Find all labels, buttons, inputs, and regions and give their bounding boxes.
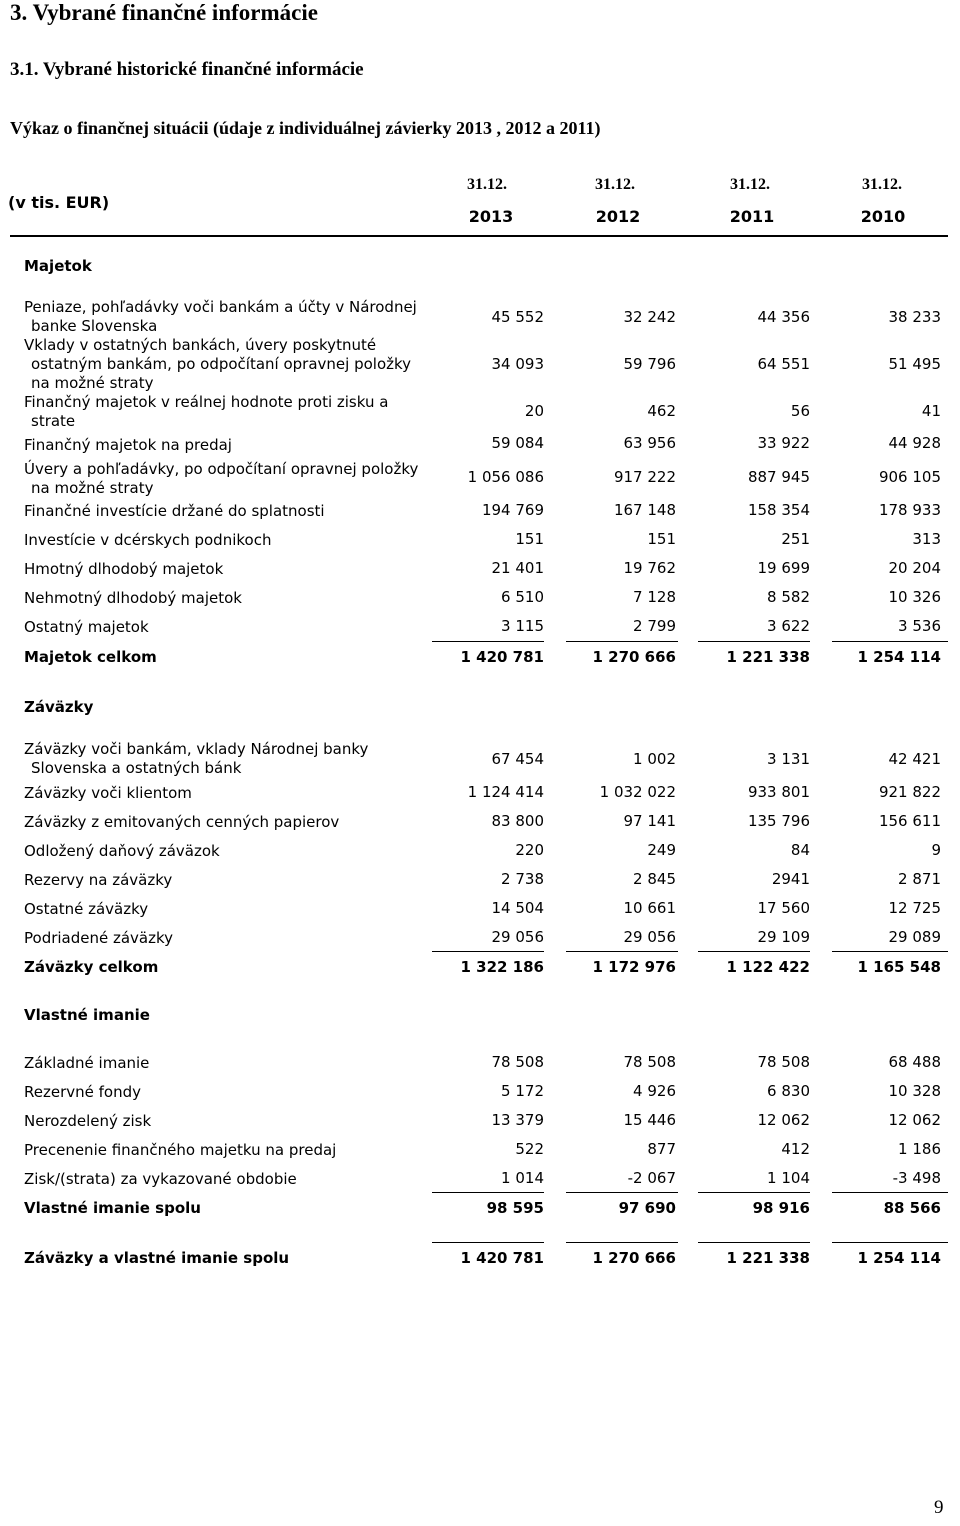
assets-total-row-label: Majetok celkom bbox=[24, 648, 157, 666]
liability-row-value-2013: 220 bbox=[515, 841, 544, 859]
asset-row-label bbox=[24, 560, 434, 579]
asset-row-value-2013: 6 510 bbox=[501, 588, 544, 606]
asset-row-value-2010: 3 536 bbox=[898, 617, 941, 635]
liability-row-value-2013: 1 124 414 bbox=[467, 783, 544, 801]
liability-row-value-2012: 29 056 bbox=[623, 928, 676, 946]
liability-row-value-2012: 10 661 bbox=[623, 899, 676, 917]
liabilities-total-row-value-2010: 1 165 548 bbox=[857, 958, 941, 976]
asset-row-value-2013: 34 093 bbox=[491, 355, 544, 373]
liability-row-value-2012: 1 032 022 bbox=[599, 783, 676, 801]
liability-row-label bbox=[24, 929, 434, 948]
asset-row-label-line: ostatným bankám, po odpočítaní opravnej položky bbox=[31, 355, 412, 373]
total-rule bbox=[566, 641, 678, 642]
liability-row-value-2013: 14 504 bbox=[491, 899, 544, 917]
grand-total-row-value-2012: 1 270 666 bbox=[592, 1249, 676, 1267]
asset-row-value-2011: 44 356 bbox=[757, 308, 810, 326]
asset-row-label-line: Nehmotný dlhodobý majetok bbox=[24, 589, 242, 607]
asset-row-value-2013: 45 552 bbox=[491, 308, 544, 326]
asset-row-value-2012: 19 762 bbox=[623, 559, 676, 577]
liability-row-value-2011: 933 801 bbox=[747, 783, 810, 801]
liability-row-value-2010: 2 871 bbox=[898, 870, 941, 888]
equity-total-row-value-2012: 97 690 bbox=[618, 1199, 676, 1217]
equity-row-value-2010: 10 328 bbox=[888, 1082, 941, 1100]
equity-row-label-line: Rezervné fondy bbox=[24, 1083, 141, 1101]
liability-row-label-line: Slovenska a ostatných bánk bbox=[31, 759, 242, 777]
total-rule bbox=[432, 641, 544, 642]
column-date-2010: 31.12. bbox=[862, 176, 902, 193]
liability-row-label-line: Ostatné záväzky bbox=[24, 900, 149, 918]
asset-row-value-2011: 251 bbox=[781, 530, 810, 548]
asset-row-label-line: Investície v dcérskych podnikoch bbox=[24, 531, 272, 549]
asset-row-label bbox=[24, 618, 434, 637]
liability-row-value-2013: 83 800 bbox=[491, 812, 544, 830]
equity-row-label-line: Základné imanie bbox=[24, 1054, 150, 1072]
column-year-2012: 2012 bbox=[595, 207, 641, 226]
equity-row-value-2010: 12 062 bbox=[888, 1111, 941, 1129]
equity-row-label-line: Precenenie finančného majetku na predaj bbox=[24, 1141, 337, 1159]
equity-total-row-value-2010: 88 566 bbox=[883, 1199, 941, 1217]
liabilities-total-row-value-2013: 1 322 186 bbox=[460, 958, 544, 976]
column-date-2013: 31.12. bbox=[467, 176, 507, 193]
liability-row-label-line: Záväzky voči klientom bbox=[24, 784, 192, 802]
column-year-2010: 2010 bbox=[860, 207, 906, 226]
asset-row-value-2010: 44 928 bbox=[888, 434, 941, 452]
total-rule bbox=[832, 1192, 948, 1193]
asset-row-label-line: strate bbox=[31, 412, 76, 430]
asset-row-value-2013: 151 bbox=[515, 530, 544, 548]
liability-row-label bbox=[24, 784, 434, 803]
unit-label: (v tis. EUR) bbox=[8, 193, 110, 212]
liability-row-label bbox=[24, 871, 434, 890]
asset-row-value-2011: 56 bbox=[790, 402, 810, 420]
total-rule bbox=[698, 1242, 810, 1243]
asset-row-label bbox=[24, 336, 434, 393]
statement-title: Výkaz o finančnej situácii (údaje z individuálnej závierky 2013 , 2012 a 2011) bbox=[10, 118, 601, 138]
equity-row-value-2010: 1 186 bbox=[898, 1140, 941, 1158]
column-date-2012: 31.12. bbox=[595, 176, 635, 193]
asset-row-value-2013: 20 bbox=[524, 402, 544, 420]
asset-row-value-2012: 7 128 bbox=[633, 588, 676, 606]
liabilities-total-row-value-2012: 1 172 976 bbox=[592, 958, 676, 976]
grand-total-row-value-2013: 1 420 781 bbox=[460, 1249, 544, 1267]
asset-row-label-line: na možné straty bbox=[31, 479, 154, 497]
grand-total-row-value-2010: 1 254 114 bbox=[857, 1249, 941, 1267]
assets-total-row-value-2010: 1 254 114 bbox=[857, 648, 941, 666]
equity-row-value-2013: 5 172 bbox=[501, 1082, 544, 1100]
equity-row-value-2012: -2 067 bbox=[627, 1169, 676, 1187]
equity-row-value-2012: 78 508 bbox=[623, 1053, 676, 1071]
equity-row-value-2012: 15 446 bbox=[623, 1111, 676, 1129]
liability-row-value-2012: 1 002 bbox=[633, 750, 676, 768]
equity-row-label bbox=[24, 1170, 434, 1189]
asset-row-label-line: Ostatný majetok bbox=[24, 618, 149, 636]
equity-row-value-2011: 12 062 bbox=[757, 1111, 810, 1129]
asset-row-value-2013: 21 401 bbox=[491, 559, 544, 577]
asset-row-value-2013: 1 056 086 bbox=[467, 468, 544, 486]
liability-row-label-line: Záväzky voči bankám, vklady Národnej banky bbox=[24, 740, 369, 758]
asset-row-value-2011: 3 622 bbox=[767, 617, 810, 635]
header-divider bbox=[10, 235, 948, 237]
asset-row-label-line: Úvery a pohľadávky, po odpočítaní opravnej položky bbox=[24, 460, 419, 478]
section-heading-equity: Vlastné imanie bbox=[24, 1006, 150, 1024]
total-rule bbox=[698, 1192, 810, 1193]
asset-row-value-2010: 313 bbox=[912, 530, 941, 548]
liability-row-value-2012: 249 bbox=[647, 841, 676, 859]
liability-row-value-2012: 97 141 bbox=[623, 812, 676, 830]
equity-row-value-2011: 78 508 bbox=[757, 1053, 810, 1071]
equity-total-row-value-2011: 98 916 bbox=[752, 1199, 810, 1217]
asset-row-value-2010: 38 233 bbox=[888, 308, 941, 326]
assets-total-row-value-2012: 1 270 666 bbox=[592, 648, 676, 666]
total-rule bbox=[698, 951, 810, 952]
asset-row-value-2011: 8 582 bbox=[767, 588, 810, 606]
equity-total-row-label: Vlastné imanie spolu bbox=[24, 1199, 201, 1217]
total-rule bbox=[566, 951, 678, 952]
liability-row-value-2012: 2 845 bbox=[633, 870, 676, 888]
equity-row-value-2010: -3 498 bbox=[892, 1169, 941, 1187]
asset-row-label-line: Finančné investície držané do splatnosti bbox=[24, 502, 325, 520]
liability-row-value-2011: 17 560 bbox=[757, 899, 810, 917]
asset-row-value-2010: 41 bbox=[921, 402, 941, 420]
equity-row-value-2013: 78 508 bbox=[491, 1053, 544, 1071]
asset-row-value-2010: 178 933 bbox=[878, 501, 941, 519]
liability-row-label bbox=[24, 842, 434, 861]
equity-row-label-line: Nerozdelený zisk bbox=[24, 1112, 152, 1130]
liabilities-total-row-label: Záväzky celkom bbox=[24, 958, 159, 976]
page-number: 9 bbox=[934, 1497, 944, 1518]
equity-row-value-2011: 1 104 bbox=[767, 1169, 810, 1187]
asset-row-value-2012: 63 956 bbox=[623, 434, 676, 452]
asset-row-value-2013: 3 115 bbox=[501, 617, 544, 635]
asset-row-value-2011: 33 922 bbox=[757, 434, 810, 452]
equity-row-value-2011: 412 bbox=[781, 1140, 810, 1158]
total-rule bbox=[432, 951, 544, 952]
asset-row-value-2011: 887 945 bbox=[747, 468, 810, 486]
equity-row-value-2012: 4 926 bbox=[633, 1082, 676, 1100]
asset-row-value-2012: 167 148 bbox=[613, 501, 676, 519]
chapter-title: 3. Vybrané finančné informácie bbox=[10, 0, 318, 25]
liabilities-total-row-value-2011: 1 122 422 bbox=[726, 958, 810, 976]
asset-row-value-2011: 19 699 bbox=[757, 559, 810, 577]
liability-row-value-2011: 135 796 bbox=[747, 812, 810, 830]
asset-row-label bbox=[24, 531, 434, 550]
asset-row-label bbox=[24, 298, 434, 336]
asset-row-label-line: Finančný majetok na predaj bbox=[24, 436, 232, 454]
asset-row-label bbox=[24, 436, 434, 455]
asset-row-value-2010: 51 495 bbox=[888, 355, 941, 373]
liability-row-value-2010: 921 822 bbox=[878, 783, 941, 801]
equity-row-value-2011: 6 830 bbox=[767, 1082, 810, 1100]
liability-row-label bbox=[24, 900, 434, 919]
total-rule bbox=[566, 1242, 678, 1243]
equity-row-value-2010: 68 488 bbox=[888, 1053, 941, 1071]
asset-row-value-2010: 906 105 bbox=[878, 468, 941, 486]
asset-row-label-line: Hmotný dlhodobý majetok bbox=[24, 560, 224, 578]
asset-row-label-line: Vklady v ostatných bankách, úvery poskytnuté bbox=[24, 336, 377, 354]
equity-row-label bbox=[24, 1054, 434, 1073]
liability-row-value-2010: 156 611 bbox=[878, 812, 941, 830]
asset-row-value-2013: 59 084 bbox=[491, 434, 544, 452]
asset-row-value-2013: 194 769 bbox=[481, 501, 544, 519]
asset-row-value-2010: 20 204 bbox=[888, 559, 941, 577]
column-year-2013: 2013 bbox=[468, 207, 514, 226]
equity-row-label bbox=[24, 1083, 434, 1102]
liability-row-value-2013: 2 738 bbox=[501, 870, 544, 888]
liability-row-value-2013: 67 454 bbox=[491, 750, 544, 768]
grand-total-row-label: Záväzky a vlastné imanie spolu bbox=[24, 1249, 290, 1267]
asset-row-label bbox=[24, 589, 434, 608]
asset-row-label-line: Peniaze, pohľadávky voči bankám a účty v Národnej bbox=[24, 298, 417, 316]
liability-row-label-line: Záväzky z emitovaných cenných papierov bbox=[24, 813, 340, 831]
assets-total-row-value-2013: 1 420 781 bbox=[460, 648, 544, 666]
total-rule bbox=[832, 1242, 948, 1243]
assets-total-row-value-2011: 1 221 338 bbox=[726, 648, 810, 666]
asset-row-value-2012: 2 799 bbox=[633, 617, 676, 635]
total-rule bbox=[566, 1192, 678, 1193]
asset-row-value-2012: 32 242 bbox=[623, 308, 676, 326]
liability-row-value-2013: 29 056 bbox=[491, 928, 544, 946]
liability-row-value-2011: 29 109 bbox=[757, 928, 810, 946]
equity-row-value-2013: 522 bbox=[515, 1140, 544, 1158]
equity-row-value-2012: 877 bbox=[647, 1140, 676, 1158]
asset-row-value-2011: 64 551 bbox=[757, 355, 810, 373]
liability-row-value-2010: 29 089 bbox=[888, 928, 941, 946]
asset-row-label-line: banke Slovenska bbox=[31, 317, 158, 335]
liability-row-label bbox=[24, 813, 434, 832]
total-rule bbox=[832, 951, 948, 952]
liability-row-label-line: Rezervy na záväzky bbox=[24, 871, 173, 889]
liability-row-value-2010: 9 bbox=[931, 841, 941, 859]
asset-row-value-2012: 151 bbox=[647, 530, 676, 548]
asset-row-value-2010: 10 326 bbox=[888, 588, 941, 606]
asset-row-value-2012: 462 bbox=[647, 402, 676, 420]
asset-row-label-line: na možné straty bbox=[31, 374, 154, 392]
liability-row-value-2011: 2941 bbox=[771, 870, 810, 888]
total-rule bbox=[432, 1192, 544, 1193]
section-title: 3.1. Vybrané historické finančné informácie bbox=[10, 59, 364, 80]
grand-total-row-value-2011: 1 221 338 bbox=[726, 1249, 810, 1267]
column-date-2011: 31.12. bbox=[730, 176, 770, 193]
section-heading-assets: Majetok bbox=[24, 257, 92, 275]
column-year-2011: 2011 bbox=[729, 207, 775, 226]
asset-row-label bbox=[24, 502, 434, 521]
equity-row-label bbox=[24, 1141, 434, 1160]
liability-row-label-line: Podriadené záväzky bbox=[24, 929, 174, 947]
section-heading-liabilities: Záväzky bbox=[24, 698, 94, 716]
asset-row-label bbox=[24, 393, 434, 431]
liability-row-value-2010: 42 421 bbox=[888, 750, 941, 768]
equity-total-row-value-2013: 98 595 bbox=[486, 1199, 544, 1217]
equity-row-value-2013: 1 014 bbox=[501, 1169, 544, 1187]
equity-row-label bbox=[24, 1112, 434, 1131]
liability-row-value-2011: 3 131 bbox=[767, 750, 810, 768]
liability-row-label bbox=[24, 740, 434, 778]
equity-row-value-2013: 13 379 bbox=[491, 1111, 544, 1129]
asset-row-label-line: Finančný majetok v reálnej hodnote proti zisku a bbox=[24, 393, 389, 411]
asset-row-value-2012: 917 222 bbox=[613, 468, 676, 486]
liability-row-value-2011: 84 bbox=[790, 841, 810, 859]
asset-row-value-2012: 59 796 bbox=[623, 355, 676, 373]
liability-row-label-line: Odložený daňový záväzok bbox=[24, 842, 220, 860]
total-rule bbox=[698, 641, 810, 642]
liability-row-value-2010: 12 725 bbox=[888, 899, 941, 917]
total-rule bbox=[832, 641, 948, 642]
asset-row-label bbox=[24, 460, 434, 498]
asset-row-value-2011: 158 354 bbox=[747, 501, 810, 519]
equity-row-label-line: Zisk/(strata) za vykazované obdobie bbox=[24, 1170, 297, 1188]
total-rule bbox=[432, 1242, 544, 1243]
